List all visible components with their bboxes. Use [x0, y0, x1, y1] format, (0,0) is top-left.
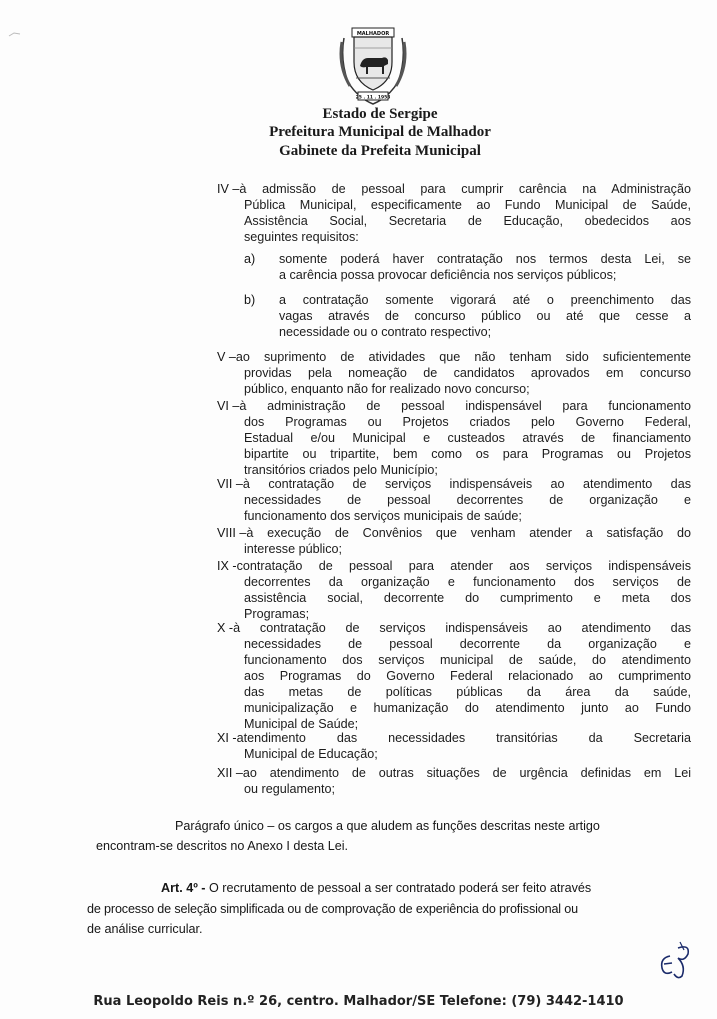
item-label: IV – [217, 182, 240, 196]
header-state: Estado de Sergipe [322, 106, 438, 122]
item-line: assistência social, decorrente do cumprimento e meta dos [244, 591, 691, 605]
item-line: municipalização e humanização do atendimento junto ao Fundo [244, 701, 691, 715]
item-line: à admissão de pessoal para cumprir carência na Administração [239, 182, 691, 196]
item-line: a contratação somente vigorará até o preenchimento das [279, 293, 691, 307]
item-line: ao atendimento de outras situações de urgência definidas em Lei [242, 766, 691, 780]
item-label: X - [217, 621, 234, 635]
header-office: Gabinete da Prefeita Municipal [279, 143, 481, 159]
item-line: Municipal de Saúde; [244, 717, 359, 731]
article-4-text: O recrutamento de pessoal a ser contratado poderá ser feito através [205, 881, 592, 895]
item-line: funcionamento dos serviços municipais de saúde; [244, 509, 522, 523]
item-line: Programas; [244, 607, 310, 621]
header-prefecture: Prefeitura Municipal de Malhador [269, 124, 491, 140]
item-line: à execução de Convênios que venham atender a satisfação do [246, 526, 691, 540]
item-line: bipartite ou tripartite, bem como os para Programas ou Projetos [244, 447, 691, 461]
item-line: ao suprimento de atividades que não tenham sido suficientemente [235, 350, 691, 364]
footer-address: Rua Leopoldo Reis n.º 26, centro. Malhador/SE Telefone: (79) 3442-1410 [93, 994, 624, 1009]
item-line: dos Programas ou Projetos criados pelo Governo Federal, [244, 415, 691, 429]
paragrafo-unico-line-1: Parágrafo único – os cargos a que aludem as funções descritas neste artigo [175, 819, 600, 833]
item-line: providas pela nomeação de candidatos aprovados em concurso [244, 366, 691, 380]
item-label: XI - [217, 731, 237, 745]
article-4-line-1 [161, 880, 591, 896]
signature-initials-icon [656, 938, 698, 982]
item-label: IX - [217, 559, 237, 573]
item-line: Estadual e/ou Municipal e custeados através de financiamento [244, 431, 691, 445]
scan-mark-icon [8, 30, 22, 38]
item-line: vagas através de concurso público ou até que cesse a [279, 309, 691, 323]
item-line: à administração de pessoal indispensável para funcionamento [239, 399, 691, 413]
paragrafo-unico-line-2: encontram-se descritos no Anexo I desta Lei. [96, 839, 349, 853]
item-label: a) [244, 252, 256, 266]
item-line: público, enquanto não for realizado novo concurso; [244, 382, 530, 396]
item-line: atendimento das necessidades transitórias da Secretaria [236, 731, 691, 745]
item-line: transitórios criados pelo Município; [244, 463, 438, 477]
item-label: VIII – [217, 526, 247, 540]
article-4-line-3: de análise curricular. [87, 922, 203, 936]
item-line: necessidade ou o contrato respectivo; [279, 325, 492, 339]
item-label: V – [217, 350, 236, 364]
item-label: VII – [217, 477, 243, 491]
item-line: decorrentes da organização e funcionamento dos serviços de [244, 575, 691, 589]
item-line: Pública Municipal, especificamente ao Fundo Municipal de Saúde, [244, 198, 691, 212]
item-line: somente poderá haver contratação nos termos desta Lei, se [279, 252, 691, 266]
item-line: interesse público; [244, 542, 343, 556]
item-line: das metas de políticas públicas da área da saúde, [244, 685, 691, 699]
article-4-label: Art. 4º - [161, 881, 206, 895]
item-label: XII – [217, 766, 243, 780]
article-4-line-2: de processo de seleção simplificada ou de comprovação de experiência do profissional ou [87, 902, 579, 916]
item-line: ou regulamento; [244, 782, 336, 796]
municipal-crest-icon [338, 20, 408, 110]
item-line: funcionamento dos serviços municipal de saúde, do atendimento [244, 653, 691, 667]
item-label: b) [244, 293, 256, 307]
crest-name-text: MALHADOR [356, 31, 390, 37]
item-label: VI – [217, 399, 240, 413]
item-line: à contratação de serviços indispensáveis ao atendimento das [242, 477, 691, 491]
item-line: seguintes requisitos: [244, 230, 359, 244]
crest-date-text: 25 . 11 . 1953 [355, 95, 391, 101]
item-line: Municipal de Educação; [244, 747, 378, 761]
item-line: Assistência Social, Secretaria de Educação, obedecidos aos [244, 214, 691, 228]
item-line: necessidades de pessoal decorrentes de organização e [244, 493, 691, 507]
item-line: a carência possa provocar deficiência nos serviços públicos; [279, 268, 617, 282]
item-line: à contratação de serviços indispensáveis ao atendimento das [233, 621, 691, 635]
item-line: contratação de pessoal para atender aos serviços indispensáveis [236, 559, 691, 573]
item-line: aos Programas do Governo Federal relacionado ao cumprimento [244, 669, 691, 683]
item-line: necessidades de pessoal decorrente da organização e [244, 637, 691, 651]
